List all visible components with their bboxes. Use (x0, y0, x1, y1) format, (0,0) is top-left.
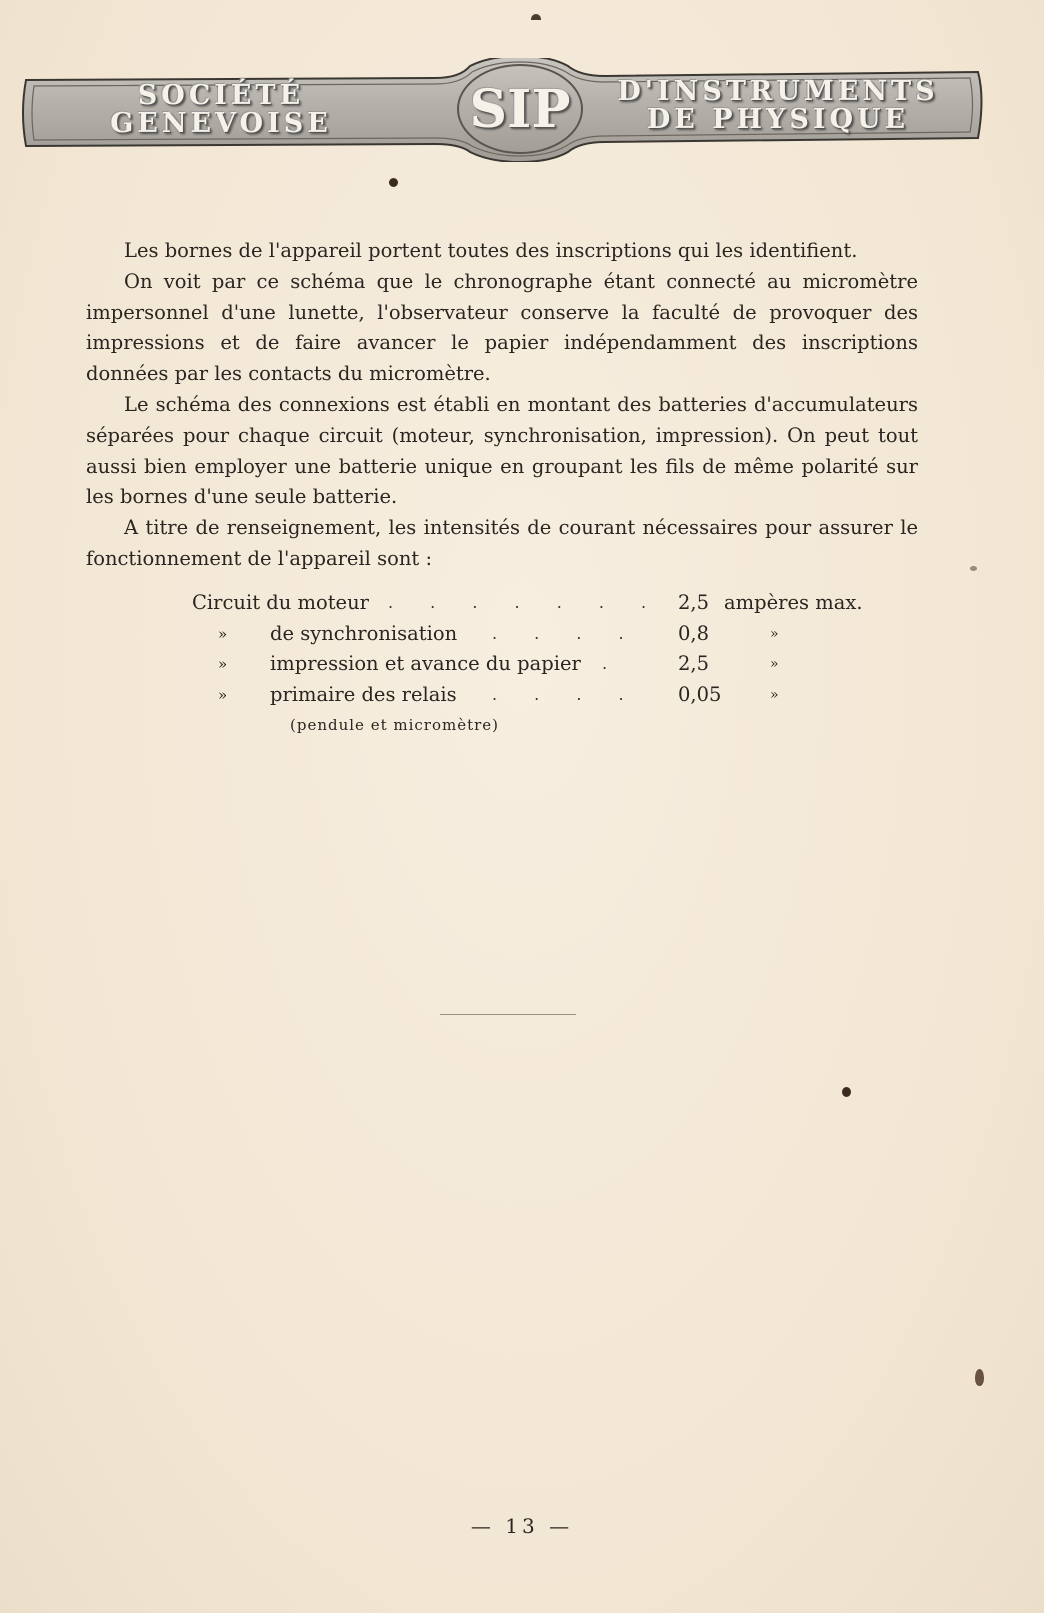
leader-dots: . . . . (492, 684, 640, 704)
row-unit: » (770, 625, 779, 642)
leader-dots: . . . . . . . (388, 593, 663, 612)
paper-stain (975, 1369, 984, 1386)
row-value: 2,5 (678, 591, 710, 614)
banner-physique: DE PHYSIQUE (646, 104, 910, 135)
header-banner (20, 58, 985, 162)
body-text (86, 236, 918, 575)
paper-stain (842, 1087, 851, 1097)
banner-right-text (598, 78, 958, 134)
row-value: 0,8 (678, 621, 710, 645)
ditto-mark: » (218, 624, 228, 643)
row-label: impression et avance du papier (270, 652, 581, 675)
table-row (192, 680, 892, 711)
paper-stain (531, 14, 541, 20)
row-label: Circuit du moteur (192, 591, 369, 614)
paper-stain (970, 566, 977, 571)
page-number: — 13 — (470, 1514, 574, 1538)
row-label: de synchronisation (270, 621, 458, 645)
paragraph: Les bornes de l'appareil portent toutes des inscriptions qui les identifient. (124, 239, 858, 262)
ditto-mark: » (218, 685, 228, 704)
table-row (192, 588, 892, 619)
paragraph: On voit par ce schéma que le chronographe étant connecté au micromètre impersonnel d'une lunette, l'observateur conserve la faculté de provoquer des impressions et de faire avancer le papier indépendamment des inscriptions données par les contacts du micromètre. (86, 269, 918, 386)
banner-genevoise: GENEVOISE (110, 108, 332, 139)
banner-societe: SOCIÉTÉ (137, 80, 305, 111)
paper-stain (389, 178, 398, 187)
paragraph: Le schéma des connexions est établi en montant des batteries d'accumulateurs séparées pour chaque circuit (moteur, synchronisation, impression). On peut tout aussi bien employer une batterie unique en groupant les fils de même polarité sur les bornes d'une seule batterie. (86, 392, 918, 509)
row-unit: » (770, 656, 779, 672)
row-unit: » (770, 686, 779, 703)
row-label: primaire des relais (270, 682, 457, 706)
row-unit: ampères max. (724, 591, 863, 614)
table-row (192, 619, 892, 650)
banner-left-text (56, 82, 386, 138)
table-note: (pendule et micromètre) (290, 716, 500, 734)
banner-instruments: D'INSTRUMENTS (617, 76, 939, 107)
table-row (192, 649, 892, 680)
leader-dots: . (602, 654, 624, 673)
row-value: 2,5 (678, 652, 710, 675)
paragraph: A titre de renseignement, les intensités de courant nécessaires pour assurer le fonctionnement de l'appareil sont : (86, 516, 918, 570)
row-value: 0,05 (678, 682, 722, 706)
sip-logo: SIP (469, 79, 571, 140)
leader-dots: . . . . (492, 623, 640, 643)
currents-table (192, 588, 892, 734)
ditto-mark: » (218, 655, 228, 673)
section-divider (440, 1014, 576, 1015)
